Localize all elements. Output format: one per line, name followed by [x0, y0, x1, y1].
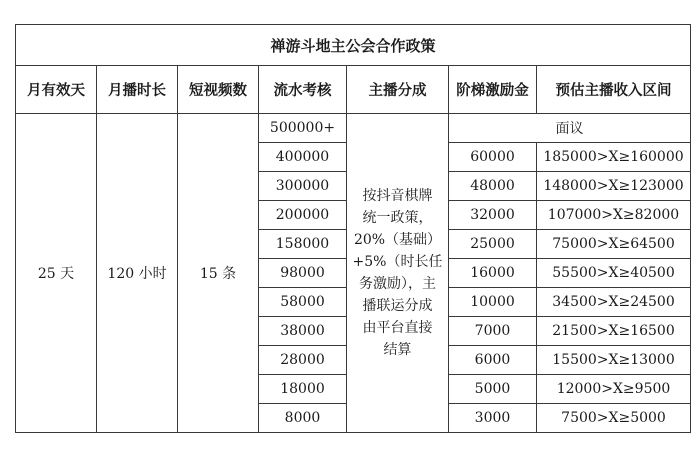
income-range-cell: 185000>X≥160000	[537, 143, 691, 172]
flow-cell: 38000	[259, 317, 347, 346]
income-range-cell: 55500>X≥40500	[537, 259, 691, 288]
policy-line: 按抖音棋牌	[362, 188, 433, 204]
header-short-videos: 短视频数	[178, 66, 259, 114]
header-streamer-share: 主播分成	[347, 66, 449, 114]
header-row	[16, 66, 691, 114]
flow-cell: 200000	[259, 201, 347, 230]
income-range-cell: 107000>X≥82000	[537, 201, 691, 230]
policy-line: +5%（时长任	[352, 254, 443, 270]
income-range-cell: 75000>X≥64500	[537, 230, 691, 259]
flow-cell: 400000	[259, 143, 347, 172]
bonus-cell: 7000	[449, 317, 537, 346]
flow-cell: 158000	[259, 230, 347, 259]
table-body	[16, 114, 691, 433]
policy-line: 统一政策，	[362, 210, 433, 226]
flow-cell: 28000	[259, 346, 347, 375]
bonus-cell: 6000	[449, 346, 537, 375]
flow-cell: 300000	[259, 172, 347, 201]
flow-cell: 98000	[259, 259, 347, 288]
flow-cell: 8000	[259, 404, 347, 433]
policy-table	[15, 24, 691, 433]
income-range-cell: 12000>X≥9500	[537, 375, 691, 404]
flow-cell: 18000	[259, 375, 347, 404]
bonus-cell: 16000	[449, 259, 537, 288]
bonus-cell: 5000	[449, 375, 537, 404]
bonus-cell: 32000	[449, 201, 537, 230]
policy-line: 务激励），主	[359, 276, 436, 292]
table-title: 禅游斗地主公会合作政策	[16, 25, 691, 66]
negotiable-cell: 面议	[449, 114, 691, 143]
bonus-cell: 60000	[449, 143, 537, 172]
effective-days-value: 25 天	[16, 114, 97, 433]
policy-line: 20%（基础）	[353, 232, 442, 248]
income-range-cell: 15500>X≥13000	[537, 346, 691, 375]
header-flow-assessment: 流水考核	[259, 66, 347, 114]
bonus-cell: 10000	[449, 288, 537, 317]
policy-line: 由平台直接	[362, 320, 433, 336]
flow-cell: 58000	[259, 288, 347, 317]
income-range-cell: 21500>X≥16500	[537, 317, 691, 346]
income-range-cell: 7500>X≥5000	[537, 404, 691, 433]
header-tier-bonus: 阶梯激励金	[449, 66, 537, 114]
income-range-cell: 34500>X≥24500	[537, 288, 691, 317]
table-row	[16, 114, 691, 143]
header-live-hours: 月播时长	[97, 66, 178, 114]
header-income-range: 预估主播收入区间	[537, 66, 691, 114]
policy-line: 播联运分成	[362, 298, 433, 314]
live-hours-value: 120 小时	[97, 114, 178, 433]
policy-table-container	[15, 24, 691, 433]
short-videos-value: 15 条	[178, 114, 259, 433]
bonus-cell: 48000	[449, 172, 537, 201]
policy-line: 结算	[383, 342, 412, 358]
income-range-cell: 148000>X≥123000	[537, 172, 691, 201]
flow-cell: 500000+	[259, 114, 347, 143]
header-effective-days: 月有效天	[16, 66, 97, 114]
bonus-cell: 25000	[449, 230, 537, 259]
bonus-cell: 3000	[449, 404, 537, 433]
streamer-share-policy	[347, 114, 449, 433]
